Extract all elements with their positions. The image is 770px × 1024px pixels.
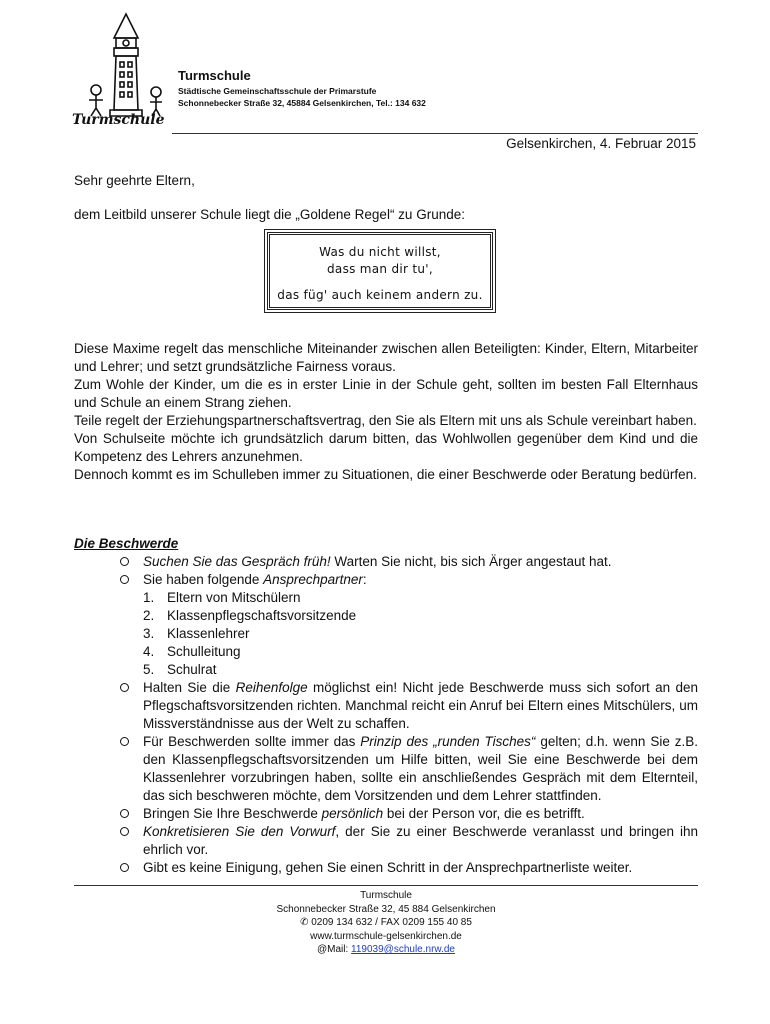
school-address: Schonnebecker Straße 32, 45884 Gelsenkirchen, Tel.: 134 632 [178, 98, 426, 108]
salutation: Sehr geehrte Eltern, [74, 173, 195, 188]
list-item [118, 571, 698, 679]
contact-item [143, 607, 698, 625]
paragraph: Teile regelt der Erziehungspartnerschaftsvertrag, den Sie als Eltern mit uns als Schule vereinbart haben. [74, 413, 697, 428]
paragraph: Dennoch kommt es im Schulleben immer zu Situationen, die einer Beschwerde oder Beratung bedürfen. [74, 467, 697, 482]
school-name: Turmschule [178, 68, 251, 83]
footer-phone: ✆ 0209 134 632 / FAX 0209 155 40 85 [300, 917, 472, 928]
footer [74, 889, 698, 957]
school-subtitle: Städtische Gemeinschaftsschule der Primarstufe [178, 86, 377, 96]
emphasis: Suchen Sie das Gespräch früh! [143, 554, 331, 569]
mail-label: @Mail: [317, 944, 352, 955]
item-number: 5. [143, 662, 155, 677]
item-number: 3. [143, 626, 155, 641]
contact-label: Klassenlehrer [167, 626, 250, 641]
contact-list [143, 589, 698, 679]
bullet-circle-icon [120, 683, 129, 692]
header-divider [172, 133, 698, 134]
bullet-circle-icon [120, 575, 129, 584]
mail-link[interactable]: 119039@schule.nrw.de [351, 944, 455, 955]
footer-website: www.turmschule-gelsenkirchen.de [310, 930, 462, 942]
emphasis: persönlich [321, 806, 384, 821]
contact-label: Schulrat [167, 662, 217, 677]
complaint-guidelines [118, 553, 698, 877]
list-item [118, 679, 698, 733]
item-text: , der Sie zu einer Beschwerde veranlasst und bringen ihn ehrlich vor. [143, 824, 699, 857]
motto-line-2: dass man dir tu', [327, 262, 433, 276]
contact-item [143, 589, 698, 607]
item-text: Für Beschwerden sollte immer das [143, 734, 361, 749]
item-text: möglichst ein! Nicht jede Beschwerde muss sich sofort an den Pflegschaftsvorsitzenden richten. Manchmal reicht ein Anruf bei Eltern eines Mitschülers, um Missverständnisse aus der Welt zu schaffen. [143, 680, 698, 731]
item-text: Sie haben folgende [143, 572, 264, 587]
footer-divider [74, 885, 698, 886]
contact-label: Schulleitung [167, 644, 241, 659]
contact-label: Klassenpflegschaftsvorsitzende [167, 608, 357, 623]
list-item [118, 733, 698, 805]
list-item [118, 859, 698, 877]
logo-wordmark: Turmschule [72, 112, 165, 128]
item-text: gelten; d.h. wenn Sie z.B. den Klassenpflegschaftsvorsitzenden um Hilfe bitten, weil Sie eine Beschwerde bei dem Klassenlehrer vorzubringen haben, sollte ein anschließendes Gespräch mit dem Elternteil, das sich beschweren möchte, dem Vorsitzenden und dem Lehrer stattfinden. [143, 734, 698, 803]
contact-label: Eltern von Mitschülern [167, 590, 301, 605]
item-number: 4. [143, 644, 155, 659]
motto-box [267, 232, 493, 310]
bullet-circle-icon [120, 809, 129, 818]
emphasis: Ansprechpartner [263, 572, 363, 587]
list-item [118, 553, 698, 571]
letter-date: Gelsenkirchen, 4. Februar 2015 [506, 136, 696, 151]
list-item [118, 805, 698, 823]
contact-item [143, 661, 698, 679]
bullet-circle-icon [120, 557, 129, 566]
item-number: 2. [143, 608, 155, 623]
item-text: Halten Sie die [143, 680, 236, 695]
paragraph: Diese Maxime regelt das menschliche Miteinander zwischen allen Beteiligten: Kinder, Eltern, Mitarbeiter und Lehrer; und setzt grundsätzliche Fairness voraus. [74, 341, 698, 374]
list-item [118, 823, 698, 859]
item-text: Warten Sie nicht, bis sich Ärger angestaut hat. [330, 554, 612, 569]
emphasis: Reihenfolge [235, 680, 308, 695]
paragraph: Zum Wohle der Kinder, um die es in erster Linie in der Schule geht, sollten im besten Fall Elternhaus und Schule an einem Strang ziehen. [74, 377, 698, 410]
item-text: Gibt es keine Einigung, gehen Sie einen Schritt in der Ansprechpartnerliste weiter. [143, 860, 633, 875]
motto-line-3: das füg' auch keinem andern zu. [277, 288, 483, 302]
body-paragraphs [74, 340, 698, 484]
bullet-circle-icon [120, 827, 129, 836]
contact-item [143, 643, 698, 661]
section-title: Die Beschwerde [74, 536, 179, 551]
footer-address: Schonnebecker Straße 32, 45 884 Gelsenkirchen [276, 903, 496, 915]
bullet-circle-icon [120, 737, 129, 746]
footer-mail [74, 943, 698, 957]
contact-item [143, 625, 698, 643]
item-text: : [362, 572, 367, 587]
bullet-circle-icon [120, 863, 129, 872]
emphasis: Konkretisieren Sie den Vorwurf [143, 824, 336, 839]
footer-school-name: Turmschule [360, 890, 412, 901]
item-number: 1. [143, 590, 155, 605]
paragraph: Von Schulseite möchte ich grundsätzlich darum bitten, das Wohlwollen gegenüber dem Kind und die Kompetenz des Lehrers anzunehmen. [74, 431, 698, 464]
item-text: Bringen Sie Ihre Beschwerde [143, 806, 322, 821]
item-text: bei der Person vor, die es betrifft. [383, 806, 585, 821]
intro-line: dem Leitbild unserer Schule liegt die „Goldene Regel“ zu Grunde: [74, 207, 465, 222]
motto-line-1: Was du nicht willst, [319, 245, 441, 259]
emphasis: Prinzip des „runden Tisches“ [360, 734, 536, 749]
